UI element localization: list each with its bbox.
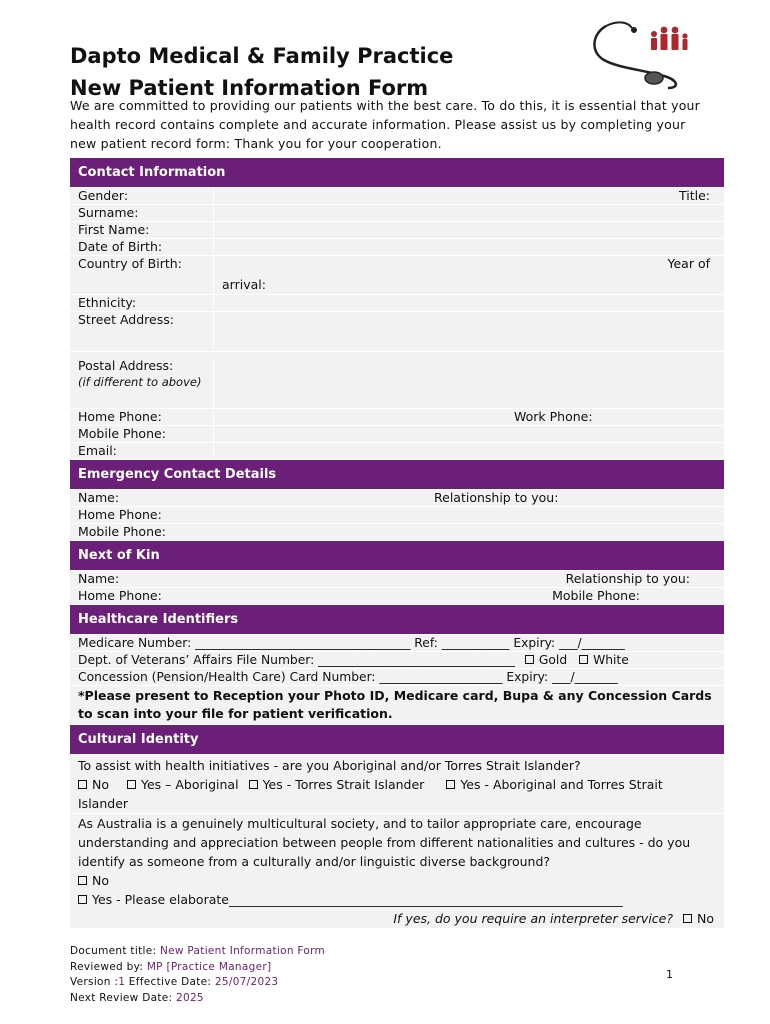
postal-label: Postal Address: (78, 358, 174, 373)
ethnicity-field[interactable] (214, 295, 724, 311)
row-postal (70, 352, 724, 409)
section-cultural: Cultural Identity (70, 725, 724, 755)
dob-field[interactable] (214, 239, 724, 255)
next-review-label: Next Review Date: (70, 991, 176, 1004)
diversity-yes-checkbox[interactable] (78, 895, 87, 904)
effective-label: Effective Date: (125, 976, 215, 988)
ethnicity-label: Ethnicity: (70, 295, 214, 311)
section-emergency: Emergency Contact Details (70, 460, 724, 490)
surname-field[interactable] (214, 205, 724, 221)
row-dob (70, 239, 724, 256)
row-kin-home (70, 588, 724, 605)
row-atsi (70, 755, 724, 814)
section-contact: Contact Information (70, 158, 724, 188)
row-emergency-mobile (70, 524, 724, 541)
atsi-aboriginal-label: Yes – Aboriginal (140, 777, 239, 792)
row-email (70, 443, 724, 460)
atsi-options (78, 775, 714, 813)
street-field[interactable] (214, 312, 724, 351)
row-dva (70, 652, 724, 669)
kin-name-label: Name: (78, 571, 120, 586)
effective-date: 25/07/2023 (214, 976, 279, 988)
mobile-field[interactable] (214, 426, 724, 442)
white-label: White (593, 653, 629, 667)
title-label: Title: (679, 188, 710, 203)
diversity-no-label: No (92, 873, 109, 888)
arrival-label: arrival: (222, 277, 266, 292)
row-gender (70, 188, 724, 205)
row-surname (70, 205, 724, 222)
gold-label: Gold (538, 653, 568, 667)
row-first-name (70, 222, 724, 239)
emergency-home-label: Home Phone: (78, 507, 162, 522)
row-medicare (70, 635, 724, 652)
id-notice: *Please present to Reception your Photo ID, Medicare card, Bupa & any Concession Cards to scan into your file for patient verification. (70, 686, 724, 724)
mobile-label: Mobile Phone: (70, 426, 214, 442)
concession-field[interactable]: Concession (Pension/Health Care) Card Number: ____________________ Expiry: ___/_______ (70, 669, 724, 685)
row-concession (70, 669, 724, 686)
reviewed-label: Reviewed by: (70, 960, 147, 973)
gold-checkbox[interactable] (525, 655, 534, 664)
interpreter-no-label: No (697, 911, 714, 926)
patient-form (70, 158, 724, 929)
kin-name-field[interactable] (70, 571, 724, 587)
form-title: New Patient Information Form (70, 76, 429, 100)
email-label: Email: (70, 443, 214, 459)
emergency-home-field[interactable] (70, 507, 724, 523)
version: 1 (118, 976, 126, 988)
page-number: 1 (666, 968, 673, 981)
row-ethnicity (70, 295, 724, 312)
kin-mobile-label: Mobile Phone: (552, 588, 640, 603)
row-diversity (70, 814, 724, 929)
diversity-block (70, 814, 724, 928)
row-phones (70, 409, 724, 426)
year-of-label: Year of (667, 256, 710, 271)
practice-name: Dapto Medical & Family Practice (70, 44, 454, 68)
surname-label: Surname: (70, 205, 214, 221)
dob-label: Date of Birth: (70, 239, 214, 255)
atsi-both-checkbox[interactable] (446, 780, 455, 789)
emergency-relationship-label: Relationship to you: (434, 490, 559, 505)
row-notice (70, 686, 724, 725)
row-emergency-name (70, 490, 724, 507)
atsi-no-label: No (92, 777, 109, 792)
kin-relationship-label: Relationship to you: (565, 571, 690, 586)
row-emergency-home (70, 507, 724, 524)
document-footer (70, 944, 325, 1006)
page-title (70, 40, 453, 104)
interpreter-no-checkbox[interactable] (683, 914, 692, 923)
stethoscope-family-logo (588, 18, 700, 90)
doc-title: New Patient Information Form (159, 945, 326, 957)
street-label: Street Address: (70, 312, 214, 351)
diversity-yes-label: Yes - Please elaborate_______________________________________________________________ (92, 892, 623, 907)
section-healthcare: Healthcare Identifiers (70, 605, 724, 635)
first-name-label: First Name: (70, 222, 214, 238)
postal-note: (if different to above) (78, 375, 202, 389)
doc-title-label: Document title: (70, 945, 160, 957)
home-phone-field[interactable] (214, 409, 724, 425)
section-kin: Next of Kin (70, 541, 724, 571)
emergency-mobile-field[interactable] (70, 524, 724, 540)
diversity-question: As Australia is a genuinely multicultural society, and to tailor appropriate care, encourage understanding and appreciation between people from different nationalities and cultures - do you identify as someone from a culturally and/or linguistic diverse background? (78, 816, 691, 869)
postal-label-cell (70, 358, 214, 408)
version-label: Version : (70, 976, 119, 988)
emergency-mobile-label: Mobile Phone: (78, 524, 166, 539)
row-country (70, 256, 724, 295)
row-kin-name (70, 571, 724, 588)
atsi-aboriginal-checkbox[interactable] (127, 780, 136, 789)
kin-home-label: Home Phone: (78, 588, 162, 603)
emergency-name-field[interactable] (70, 490, 724, 506)
atsi-torres-checkbox[interactable] (249, 780, 258, 789)
diversity-no-checkbox[interactable] (78, 876, 87, 885)
home-phone-label: Home Phone: (70, 409, 214, 425)
atsi-block (70, 755, 724, 813)
country-label: Country of Birth: (70, 256, 214, 294)
gender-field[interactable] (214, 188, 724, 204)
work-phone-label: Work Phone: (514, 409, 593, 424)
country-field[interactable] (214, 256, 724, 294)
medicare-field[interactable]: Medicare Number: ___________________________________ Ref: ___________ Expiry: ___/_______ (70, 635, 724, 651)
atsi-torres-label: Yes - Torres Strait Islander (262, 777, 425, 792)
interpreter-question: If yes, do you require an interpreter service? (393, 911, 674, 926)
postal-field[interactable] (214, 358, 724, 408)
row-mobile (70, 426, 724, 443)
email-field[interactable] (214, 443, 724, 459)
next-review-date: 2025 (175, 991, 204, 1004)
atsi-no-checkbox[interactable] (78, 780, 87, 789)
intro-text: We are committed to providing our patients with the best care. To do this, it is essential that your health record contains complete and accurate information. Please assist us by completing your new patient record form: Thank you for your cooperation. (70, 98, 701, 151)
atsi-question: To assist with health initiatives - are you Aboriginal and/or Torres Strait Islander? (78, 758, 581, 773)
white-checkbox[interactable] (579, 655, 588, 664)
dva-field[interactable] (70, 652, 724, 668)
row-street (70, 312, 724, 352)
kin-home-field[interactable] (70, 588, 724, 604)
atsi-both-label: Yes - Aboriginal and Torres Strait Islander (78, 777, 663, 811)
reviewed-by: MP [Practice Manager] (146, 960, 272, 973)
first-name-field[interactable] (214, 222, 724, 238)
dva-label: Dept. of Veterans’ Affairs File Number: ________________________________ (78, 653, 515, 667)
gender-label: Gender: (70, 188, 214, 204)
emergency-name-label: Name: (78, 490, 120, 505)
